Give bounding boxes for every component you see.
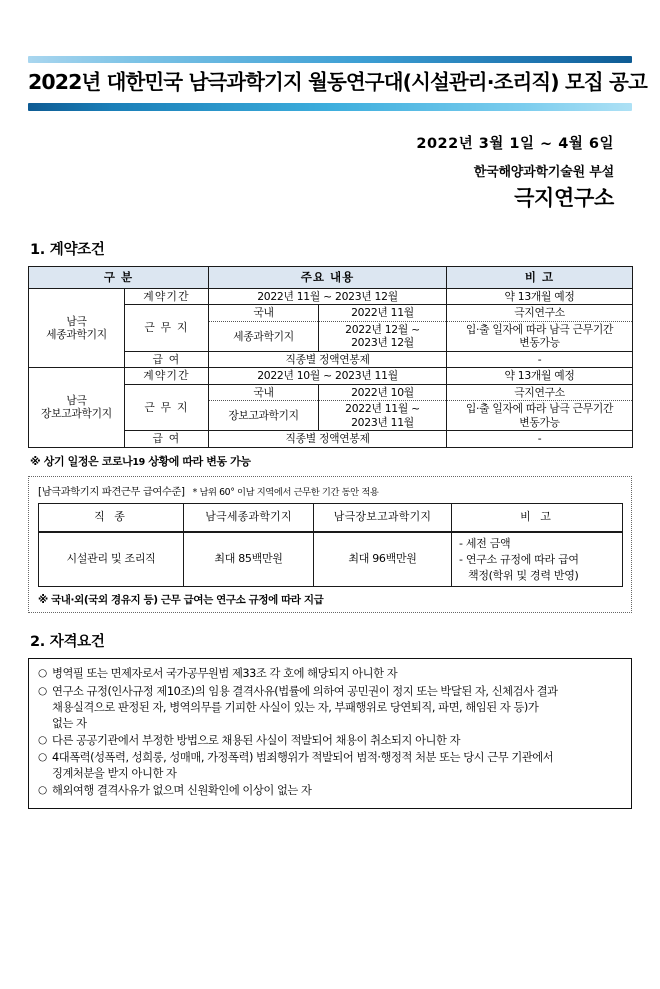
row-label-salary: 급 여 bbox=[125, 431, 209, 447]
salary-remark: - bbox=[447, 431, 633, 447]
qualification-text bbox=[52, 783, 621, 799]
salary-footnote: ※ 국내·외(국외 경유지 등) 근무 급여는 연구소 규정에 따라 지급 bbox=[38, 594, 324, 607]
salary-caption-footnote: * 남위 60° 이남 지역에서 근무한 기간 동안 적용 bbox=[192, 486, 379, 498]
bullet-circle-icon: ○ bbox=[38, 733, 47, 746]
bullet-circle-icon: ○ bbox=[38, 667, 47, 680]
col-header-jangbogo: 남극장보고과학기지 bbox=[314, 503, 452, 532]
list-item bbox=[38, 666, 621, 682]
document-meta bbox=[28, 137, 632, 210]
note-number: 19 bbox=[132, 456, 145, 468]
salary-value: 직종별 정액연봉제 bbox=[209, 351, 447, 367]
col-header-category: 구 분 bbox=[29, 266, 209, 288]
station-name-line2: 장보고과학기지 bbox=[41, 407, 112, 421]
remark-line3: 책정(학위 및 경력 반영) bbox=[468, 568, 579, 582]
jangbogo-salary-value: 최대 96백만원 bbox=[314, 532, 452, 587]
document-page bbox=[0, 56, 660, 989]
sejong-salary-value: 최대 85백만원 bbox=[184, 532, 314, 587]
workplace-domestic-remark: 극지연구소 bbox=[447, 305, 633, 321]
qual-line: 연구소 규정(인사규정 제10조)의 임용 결격사유(법률에 의하여 공민권이 정지 또는 박달된 자, 신체검사 결과 bbox=[52, 684, 558, 698]
col-header-remarks: 비 고 bbox=[447, 266, 633, 288]
remark-line2: - 연구소 규정에 따라 급여 bbox=[459, 552, 579, 566]
workplace-station-remark bbox=[447, 321, 633, 351]
workplace-station: 장보고과학기지 bbox=[209, 401, 319, 431]
note-prefix: ※ 상기 일정은 코로나 bbox=[30, 454, 133, 468]
recruitment-period: 2022년 3월 1일 ~ 4월 6일 bbox=[416, 135, 614, 152]
qualifications-box bbox=[28, 658, 632, 808]
workplace-domestic-period: 2022년 10월 bbox=[319, 384, 447, 400]
qual-line: 채용실격으로 판정된 자, 병역의무를 기피한 사실이 있는 자, 부패행위로 당연퇴직, 파면, 해임된 자 등)가 bbox=[52, 700, 539, 714]
qual-line: 징계처분을 받지 아니한 자 bbox=[52, 766, 177, 780]
salary-level-table bbox=[38, 503, 623, 588]
bullet-circle-icon: ○ bbox=[38, 750, 47, 763]
remark-line1: 입·출 일자에 따라 남극 근무기간 bbox=[465, 402, 614, 416]
institute-name: 극지연구소 bbox=[514, 185, 614, 210]
page-title: 2022년 대한민국 남극과학기지 월동연구대(시설관리·조리직) 모집 공고 bbox=[28, 70, 647, 94]
table-row bbox=[29, 368, 633, 384]
salary-value: 직종별 정액연봉제 bbox=[209, 431, 447, 447]
list-item bbox=[38, 750, 621, 782]
list-item bbox=[38, 733, 621, 749]
row-label-workplace: 근 무 지 bbox=[125, 384, 209, 430]
period-line2: 2023년 11월 bbox=[351, 415, 414, 429]
period-line2: 2023년 12월 bbox=[351, 336, 414, 350]
col-header-content: 주요 내용 bbox=[209, 266, 447, 288]
station-name-sejong bbox=[29, 288, 125, 367]
table-head bbox=[29, 266, 633, 288]
remark-line1: - 세전 금액 bbox=[459, 536, 511, 550]
list-item bbox=[38, 684, 621, 732]
period-line1: 2022년 12월 ~ bbox=[345, 322, 420, 336]
col-header-sejong: 남극세종과학기지 bbox=[184, 503, 314, 532]
workplace-domestic-period: 2022년 11월 bbox=[319, 305, 447, 321]
row-label-salary: 급 여 bbox=[125, 351, 209, 367]
note-suffix: 상황에 따라 변동 가능 bbox=[144, 454, 251, 468]
qual-line: 없는 자 bbox=[52, 716, 87, 730]
bullet-circle-icon: ○ bbox=[38, 684, 47, 697]
salary-level-box bbox=[28, 476, 632, 614]
contract-conditions-table bbox=[28, 266, 633, 448]
station-name-line1: 남극 bbox=[66, 314, 87, 328]
row-label-contract-period: 계약기간 bbox=[125, 288, 209, 304]
bullet-circle-icon: ○ bbox=[38, 783, 47, 796]
banner-bottom-gradient-bar bbox=[28, 103, 632, 111]
qual-line: 병역필 또는 면제자로서 국가공무원범 제33조 각 호에 해당되지 아니한 자 bbox=[52, 667, 398, 681]
workplace-domestic: 국내 bbox=[209, 384, 319, 400]
workplace-domestic: 국내 bbox=[209, 305, 319, 321]
salary-table-head bbox=[39, 503, 623, 532]
workplace-station: 세종과학기지 bbox=[209, 321, 319, 351]
station-name-line2: 세종과학기지 bbox=[46, 328, 107, 342]
qual-line: 4대폭력(성폭력, 성희롱, 성매매, 가정폭력) 범죄행위가 적발되어 범적·행정적 처분 또는 당시 근무 기관에서 bbox=[52, 750, 554, 764]
contract-period-remark: 약 13개월 예정 bbox=[447, 368, 633, 384]
list-item bbox=[38, 783, 621, 799]
salary-box-caption bbox=[38, 483, 622, 498]
parent-organization: 한국해양과학기술원 부설 bbox=[473, 165, 614, 181]
contract-period-value: 2022년 10월 ~ 2023년 11월 bbox=[209, 368, 447, 384]
workplace-station-period bbox=[319, 401, 447, 431]
remark-line2: 변동가능 bbox=[519, 336, 560, 350]
job-type-value: 시설관리 및 조리직 bbox=[39, 532, 184, 587]
qualification-text bbox=[52, 733, 621, 749]
contract-period-remark: 약 13개월 예정 bbox=[447, 288, 633, 304]
salary-remarks-value bbox=[452, 532, 623, 587]
table-row bbox=[29, 288, 633, 304]
workplace-station-period bbox=[319, 321, 447, 351]
period-line1: 2022년 11월 ~ bbox=[345, 402, 420, 416]
salary-table-body bbox=[39, 532, 623, 587]
section-2-heading: 2. 자격요건 bbox=[30, 634, 105, 651]
row-label-contract-period: 계약기간 bbox=[125, 368, 209, 384]
table-header-row bbox=[39, 503, 623, 532]
qual-line: 해외여행 결격사유가 없으며 신원확인에 이상이 없는 자 bbox=[52, 783, 312, 797]
schedule-change-note bbox=[30, 453, 632, 469]
col-header-job-type: 직 종 bbox=[39, 503, 184, 532]
salary-caption-text: [남극과학기지 파견근무 급여수준] bbox=[38, 485, 185, 498]
col-header-remarks: 비 고 bbox=[452, 503, 623, 532]
workplace-domestic-remark: 극지연구소 bbox=[447, 384, 633, 400]
table-body bbox=[29, 288, 633, 447]
title-banner bbox=[28, 56, 647, 111]
contract-period-value: 2022년 11월 ~ 2023년 12월 bbox=[209, 288, 447, 304]
row-label-workplace: 근 무 지 bbox=[125, 305, 209, 351]
banner-top-gradient-bar bbox=[28, 56, 632, 63]
salary-remark: - bbox=[447, 351, 633, 367]
table-header-row bbox=[29, 266, 633, 288]
station-name-line1: 남극 bbox=[66, 393, 87, 407]
qualification-text bbox=[52, 666, 621, 682]
remark-line2: 변동가능 bbox=[519, 415, 560, 429]
workplace-station-remark bbox=[447, 401, 633, 431]
table-row bbox=[39, 532, 623, 587]
station-name-jangbogo bbox=[29, 368, 125, 447]
remark-line1: 입·출 일자에 따라 남극 근무기간 bbox=[465, 322, 614, 336]
qualification-text bbox=[52, 750, 621, 782]
section-1-heading: 1. 계약조건 bbox=[30, 241, 105, 258]
qual-line: 다른 공공기관에서 부정한 방법으로 채용된 사실이 적발되어 채용이 취소되지 아니한 자 bbox=[52, 733, 461, 747]
qualification-text bbox=[52, 684, 621, 732]
